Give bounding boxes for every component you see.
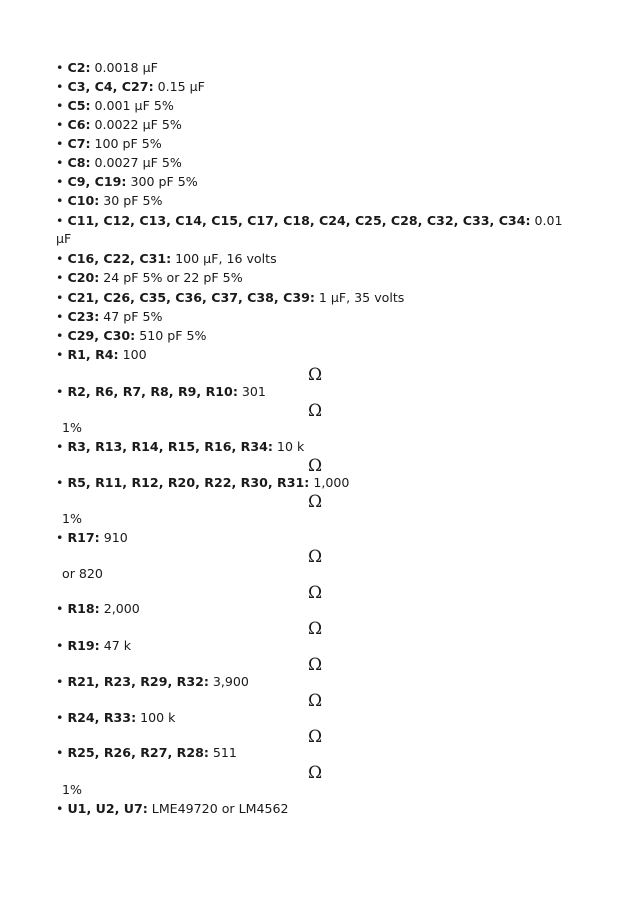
part-label: C23:: [67, 309, 100, 324]
part-label: C7:: [67, 136, 91, 151]
ohm-symbol: Ω: [308, 583, 323, 603]
part-value: 100 µF, 16 volts: [171, 251, 277, 266]
part-value: 100 k: [136, 710, 176, 725]
part-value: 24 pF 5% or 22 pF 5%: [99, 270, 243, 285]
part-value: 3,900: [208, 674, 249, 689]
part-value: 1,000: [309, 475, 350, 490]
part-tolerance: 1%: [62, 782, 82, 797]
part-value: 510 pF 5%: [135, 328, 207, 343]
part-label: R21, R23, R29, R32:: [67, 674, 209, 689]
part-label: R5, R11, R12, R20, R22, R30, R31:: [67, 475, 310, 490]
ohm-symbol: Ω: [308, 619, 323, 639]
part-label: C21, C26, C35, C36, C37, C38, C39:: [67, 290, 315, 305]
part-label: R24, R33:: [67, 710, 137, 725]
part-r1: • R1, R4: 100: [56, 347, 147, 362]
part-u1: • U1, U2, U7: LME49720 or LM4562: [56, 801, 289, 816]
part-value: LME49720 or LM4562: [147, 801, 289, 816]
part-value: 10 k: [272, 439, 305, 454]
part-label: R25, R26, R27, R28:: [67, 745, 209, 760]
part-label: R3, R13, R14, R15, R16, R34:: [67, 439, 273, 454]
part-value: 910: [99, 530, 128, 545]
ohm-symbol: Ω: [308, 691, 323, 711]
part-value: 300 pF 5%: [126, 174, 198, 189]
part-value: 1 µF, 35 volts: [314, 290, 405, 305]
part-c3: • C3, C4, C27: 0.15 µF: [56, 79, 205, 94]
ohm-symbol: Ω: [308, 365, 323, 385]
part-c10: • C10: 30 pF 5%: [56, 193, 163, 208]
part-label: C3, C4, C27:: [67, 79, 154, 94]
part-label: C6:: [67, 117, 91, 132]
part-value: 511: [208, 745, 237, 760]
ohm-symbol: Ω: [308, 547, 323, 567]
part-label: R2, R6, R7, R8, R9, R10:: [67, 384, 238, 399]
ohm-symbol: Ω: [308, 401, 323, 421]
part-label: R18:: [67, 601, 100, 616]
part-label: R17:: [67, 530, 100, 545]
part-c21: • C21, C26, C35, C36, C37, C38, C39: 1 µF, 35 volts: [56, 290, 405, 305]
part-label: C10:: [67, 193, 100, 208]
part-r25: • R25, R26, R27, R28: 511: [56, 745, 237, 760]
part-value: 30 pF 5%: [99, 193, 163, 208]
part-value: 100 pF 5%: [90, 136, 162, 151]
part-label: C9, C19:: [67, 174, 127, 189]
part-label: C16, C22, C31:: [67, 251, 172, 266]
ohm-symbol: Ω: [308, 763, 323, 783]
part-value: 0.0027 µF 5%: [90, 155, 182, 170]
part-r21: • R21, R23, R29, R32: 3,900: [56, 674, 249, 689]
part-value: 47 pF 5%: [99, 309, 163, 324]
part-tolerance: 1%: [62, 420, 82, 435]
part-c29: • C29, C30: 510 pF 5%: [56, 328, 207, 343]
part-r19: • R19: 47 k: [56, 638, 132, 653]
part-c7: • C7: 100 pF 5%: [56, 136, 162, 151]
ohm-symbol: Ω: [308, 492, 323, 512]
part-r2: • R2, R6, R7, R8, R9, R10: 301: [56, 384, 266, 399]
part-value: 2,000: [99, 601, 140, 616]
part-c8: • C8: 0.0027 µF 5%: [56, 155, 182, 170]
part-c2: • C2: 0.0018 µF: [56, 60, 158, 75]
part-r5: • R5, R11, R12, R20, R22, R30, R31: 1,000: [56, 475, 350, 490]
part-label: C29, C30:: [67, 328, 136, 343]
part-value: 0.001 µF 5%: [90, 98, 174, 113]
ohm-symbol: Ω: [308, 727, 323, 747]
part-r18: • R18: 2,000: [56, 601, 140, 616]
part-value: 0.0018 µF: [90, 60, 158, 75]
part-c23: • C23: 47 pF 5%: [56, 309, 163, 324]
part-c16: • C16, C22, C31: 100 µF, 16 volts: [56, 251, 277, 266]
part-label: R1, R4:: [67, 347, 119, 362]
part-r3: • R3, R13, R14, R15, R16, R34: 10 k: [56, 439, 305, 454]
part-c5: • C5: 0.001 µF 5%: [56, 98, 174, 113]
part-label: C11, C12, C13, C14, C15, C17, C18, C24, C25, C28, C32, C33, C34:: [67, 213, 531, 228]
part-r24: • R24, R33: 100 k: [56, 710, 176, 725]
part-label: R19:: [67, 638, 100, 653]
part-label: C20:: [67, 270, 100, 285]
part-label: C8:: [67, 155, 91, 170]
part-c9: • C9, C19: 300 pF 5%: [56, 174, 198, 189]
part-alternate: or 820: [62, 566, 103, 581]
ohm-symbol: Ω: [308, 456, 323, 476]
part-value: 0.0022 µF 5%: [90, 117, 182, 132]
part-c20: • C20: 24 pF 5% or 22 pF 5%: [56, 270, 243, 285]
part-c6: • C6: 0.0022 µF 5%: [56, 117, 182, 132]
ohm-symbol: Ω: [308, 655, 323, 675]
part-value: 47 k: [99, 638, 132, 653]
part-tolerance: 1%: [62, 511, 82, 526]
part-c11: • C11, C12, C13, C14, C15, C17, C18, C24, C25, C28, C32, C33, C34: 0.01: [56, 213, 563, 228]
part-value: 100: [118, 347, 147, 362]
part-value: 0.15 µF: [153, 79, 205, 94]
part-value-continuation: µF: [56, 231, 72, 246]
part-value: 0.01: [530, 213, 563, 228]
part-label: C5:: [67, 98, 91, 113]
part-label: C2:: [67, 60, 91, 75]
part-r17: • R17: 910: [56, 530, 128, 545]
part-label: U1, U2, U7:: [67, 801, 148, 816]
part-value: 301: [237, 384, 266, 399]
